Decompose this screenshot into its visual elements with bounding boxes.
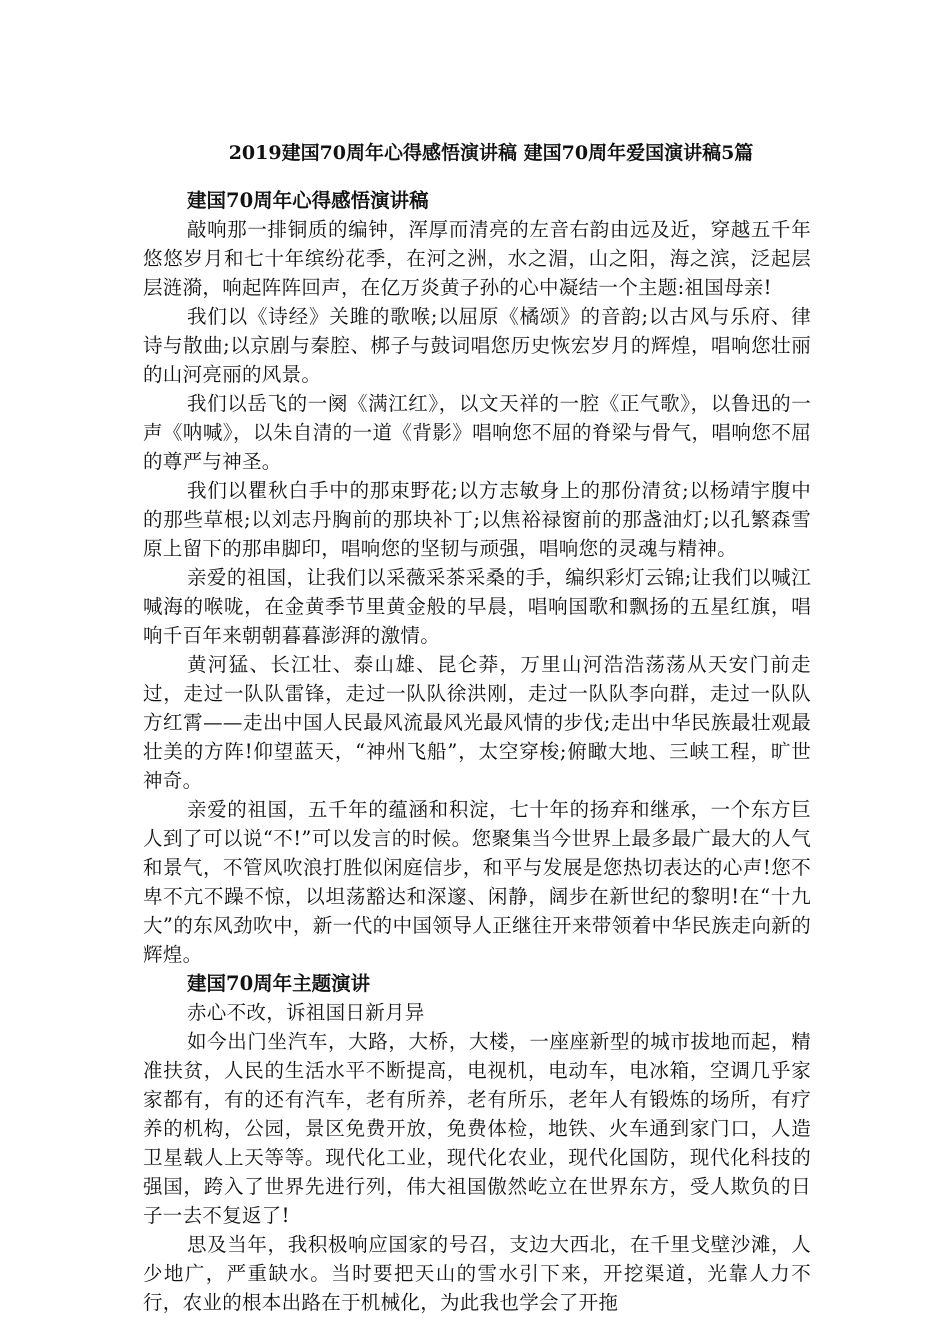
section-heading: 建国70周年主题演讲: [187, 972, 371, 995]
paragraph: 亲爱的祖国，五千年的蕴涵和积淀，七十年的扬弃和继承，一个东方巨人到了可以说“不!”可以发言的时候。您聚集当今世界上最多最广最大的人气和景气，不管风吹浪打胜似闲庭信步，和平与发展是您热切表达的心声!您不卑不亢不躁不惊，以坦荡豁达和深邃、闲静，阔步在新世纪的黎明!在“十九大”的东风劲吹中，新一代的中国领导人正继往开来带领着中华民族走向新的辉煌。: [143, 798, 811, 966]
paragraph: 黄河猛、长江壮、泰山雄、昆仑莽，万里山河浩浩荡荡从天安门前走过，走过一队队雷锋，走过一队队徐洪刚，走过一队队李向群，走过一队队方红霄——走出中国人民最风流最风光最风情的步伐;走出中华民族最壮观最壮美的方阵!仰望蓝天，“神州飞船”，太空穿梭;俯瞰大地、三峡工程，旷世神奇。: [143, 653, 811, 792]
paragraph: 赤心不改，诉祖国日新月异: [187, 1001, 425, 1024]
paragraph: 如今出门坐汽车，大路，大桥，大楼，一座座新型的城市拔地而起，精准扶贫，人民的生活水平不断提高，电视机，电动车，电冰箱，空调几乎家家都有，有的还有汽车，老有所养，老有所乐，老年人有锻炼的场所，有疗养的机构，公园，景区免费开放，免费体检，地铁、火车通到家门口，人造卫星载人上天等等。现代化工业，现代化农业，现代化国防，现代化科技的强国，跨入了世界先进行列，伟大祖国傲然屹立在世界东方，受人欺负的日子一去不复返了!: [143, 1030, 811, 1227]
paragraph: 我们以岳飞的一阕《满江红》，以文天祥的一腔《正气歌》，以鲁迅的一声《呐喊》，以朱自清的一道《背影》唱响您不屈的脊梁与骨气，唱响您不屈的尊严与神圣。: [143, 392, 811, 473]
paragraph: 思及当年，我积极响应国家的号召，支边大西北，在千里戈壁沙滩，人少地广，严重缺水。当时要把天山的雪水引下来，开挖渠道，光靠人力不行，农业的根本出路在于机械化，为此我也学会了开拖: [143, 1233, 811, 1314]
section-heading: 建国70周年心得感悟演讲稿: [187, 189, 429, 212]
paragraph: 我们以《诗经》关雎的歌喉;以屈原《橘颂》的音韵;以古风与乐府、律诗与散曲;以京剧与秦腔、梆子与鼓词唱您历史恢宏岁月的辉煌，唱响您壮丽的山河亮丽的风景。: [143, 305, 811, 386]
paragraph: 亲爱的祖国，让我们以采薇采茶采桑的手，编织彩灯云锦;让我们以喊江喊海的喉咙，在金黄季节里黄金般的早晨，唱响国歌和飘扬的五星红旗，唱响千百年来朝朝暮暮澎湃的激情。: [143, 566, 811, 647]
section-1: [143, 186, 811, 969]
paragraph: 我们以瞿秋白手中的那束野花;以方志敏身上的那份清贫;以杨靖宇腹中的那些草根;以刘志丹胸前的那块补丁;以焦裕禄窗前的那盏油灯;以孔繁森雪原上留下的那串脚印，唱响您的坚韧与顽强，唱响您的灵魂与精神。: [143, 479, 811, 560]
document-page: [143, 138, 811, 1317]
section-2: [143, 969, 811, 1317]
paragraph: 敲响那一排铜质的编钟，浑厚而清亮的左音右韵由远及近，穿越五千年悠悠岁月和七十年缤纷花季，在河之洲，水之湄，山之阳，海之滨，泛起层层涟漪，响起阵阵回声，在亿万炎黄子孙的心中凝结一个主题:祖国母亲!: [143, 218, 811, 299]
document-title: 2019建国70周年心得感悟演讲稿 建国70周年爱国演讲稿5篇: [228, 142, 754, 164]
